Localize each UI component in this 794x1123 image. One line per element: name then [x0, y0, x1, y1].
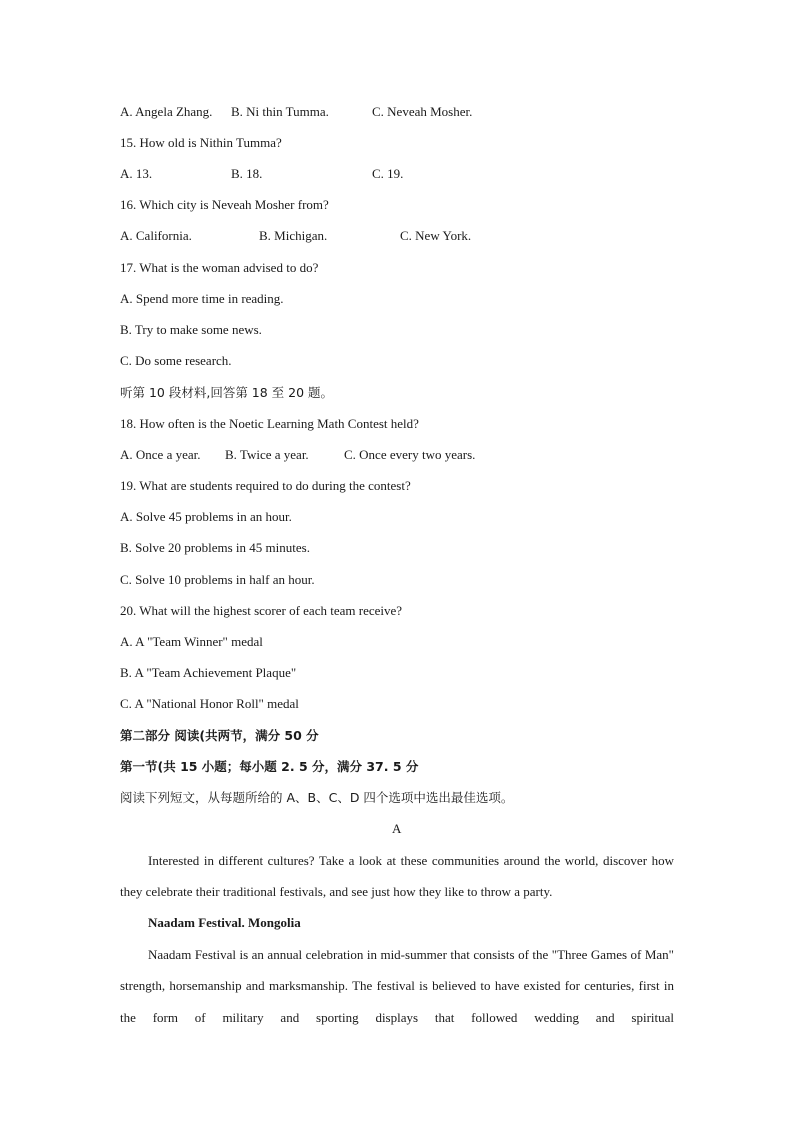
q16-question: 16. Which city is Neveah Mosher from? [120, 197, 329, 212]
q14-option-c: C. Neveah Mosher. [372, 104, 473, 119]
q19-option-b: B. Solve 20 problems in 45 minutes. [120, 540, 310, 555]
q20-option-a: A. A "Team Winner" medal [120, 634, 263, 649]
naadam-heading: Naadam Festival. Mongolia [148, 915, 301, 930]
q17-option-c: C. Do some research. [120, 353, 232, 368]
q17-question: 17. What is the woman advised to do? [120, 260, 319, 275]
part2-title: 第二部分 阅读(共两节，满分 50 分 [120, 728, 319, 743]
q20-option-b: B. A "Team Achievement Plaque" [120, 665, 297, 680]
q17-option-a: A. Spend more time in reading. [120, 291, 284, 306]
reading-instruction: 阅读下列短文，从每题所给的 A、B、C、D 四个选项中选出最佳选项。 [120, 790, 514, 805]
q15-option-a: A. 13. [120, 166, 153, 181]
q15-option-c: C. 19. [372, 166, 404, 181]
section1-title: 第一节(共 15 小题；每小题 2. 5 分，满分 37. 5 分 [120, 759, 419, 774]
q19-option-a: A. Solve 45 problems in an hour. [120, 509, 292, 524]
q14-option-a: A. Angela Zhang. [120, 104, 213, 119]
q18-option-b: B. Twice a year. [225, 447, 309, 462]
q17-option-b: B. Try to make some news. [120, 322, 262, 337]
naadam-paragraph: Naadam Festival is an annual celebration in mid-summer that consists of the "Three Games of Man" strength, horsemanship and marksmanship. The festival is believed to have existed for centuries, first in the form of military and sporting displays that followed wedding and spiritual [120, 947, 674, 1025]
q16-option-a: A. California. [120, 228, 192, 243]
q18-option-c: C. Once every two years. [344, 447, 476, 462]
q20-question: 20. What will the highest scorer of each team receive? [120, 603, 403, 618]
q15-option-b: B. 18. [231, 166, 263, 181]
q16-option-c: C. New York. [400, 228, 472, 243]
q16-option-b: B. Michigan. [259, 228, 328, 243]
q20-option-c: C. A "National Honor Roll" medal [120, 696, 299, 711]
section-10-instruction: 听第 10 段材料,回答第 18 至 20 题。 [120, 385, 334, 400]
q14-option-b: B. Ni thin Tumma. [231, 104, 329, 119]
passage-label: A [392, 821, 402, 836]
q15-question: 15. How old is Nithin Tumma? [120, 135, 282, 150]
q19-question: 19. What are students required to do during the contest? [120, 478, 411, 493]
intro-paragraph: Interested in different cultures? Take a look at these communities around the world, discover how they celebrate their traditional festivals, and see just how they like to throw a party. [120, 853, 674, 900]
q19-option-c: C. Solve 10 problems in half an hour. [120, 572, 315, 587]
q18-option-a: A. Once a year. [120, 447, 201, 462]
q18-question: 18. How often is the Noetic Learning Math Contest held? [120, 416, 419, 431]
